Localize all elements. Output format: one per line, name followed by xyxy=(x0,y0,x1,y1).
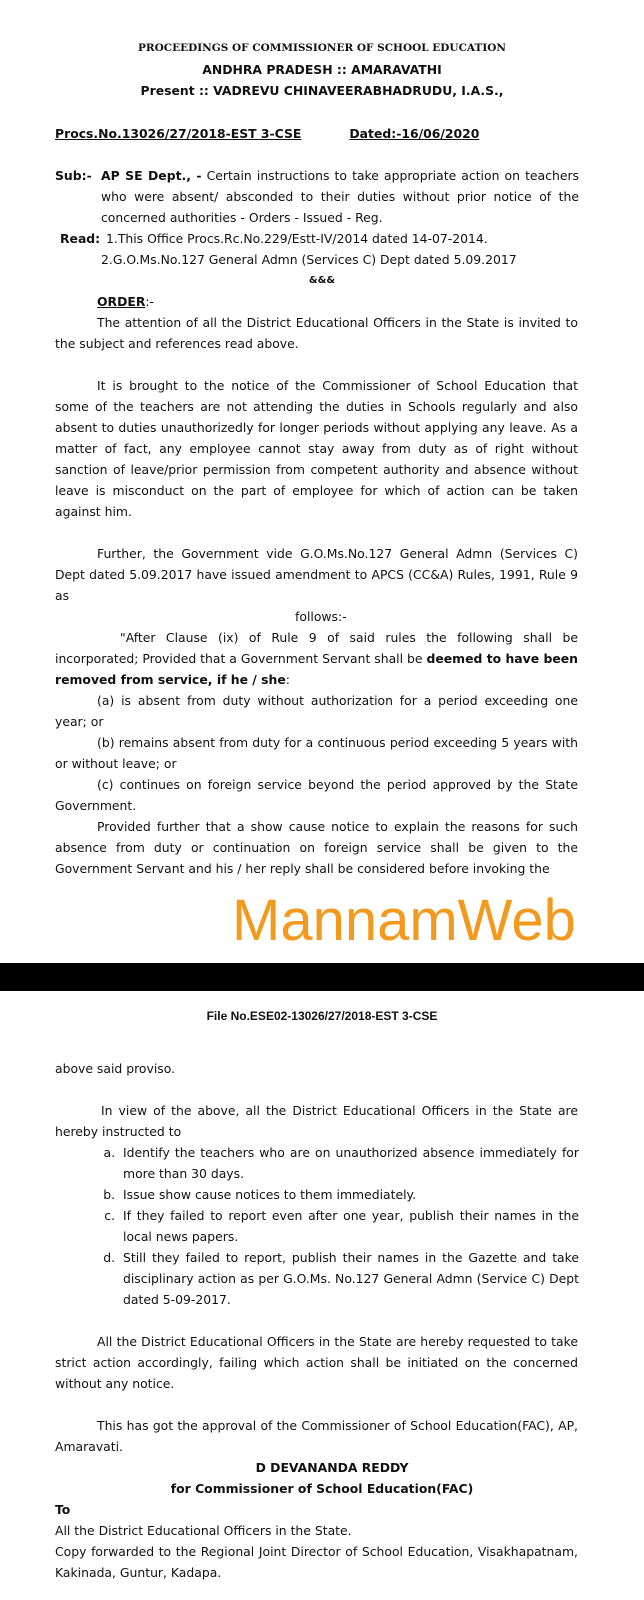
header-line1: PROCEEDINGS OF COMMISSIONER OF SCHOOL EDUCATION xyxy=(138,42,506,54)
order-heading xyxy=(97,291,644,312)
order-suffix: :- xyxy=(145,294,155,309)
rule-quote-bold: deemed to have been removed from service, if he / she xyxy=(55,651,578,687)
order-para5: Provided further that a show cause notice to explain the reasons for such absence from duty or continuation on foreign service shall be given to the Government Servant and his / her reply shall be considered before invoking the xyxy=(55,819,578,876)
procs-number: Procs.No.13026/27/2018-EST 3-CSE xyxy=(55,126,302,141)
instruction-intro: In view of the above, all the District Educational Officers in the State are hereby instructed to xyxy=(55,1103,578,1139)
read-ref1: 1.This Office Procs.Rc.No.229/Estt-IV/2014 dated 14-07-2014. xyxy=(106,231,488,246)
read-separator: &&& xyxy=(308,275,336,286)
references-body xyxy=(101,228,576,270)
clause-a: (a) is absent from duty without authorization for a period exceeding one year; or xyxy=(55,693,578,729)
sub-text1: Certain instructions to take appropriate action on teachers xyxy=(206,168,579,183)
procs-date: Dated:-16/06/2020 xyxy=(349,126,480,141)
instruction-item: b. Issue show cause notices to them immediately. xyxy=(119,1184,579,1205)
clause-b: (b) remains absent from duty for a continuous period exceeding 5 years with or without leave; or xyxy=(55,735,578,771)
approval-para: This has got the approval of the Commissioner of School Education(FAC), AP, Amaravati. xyxy=(55,1418,578,1454)
copy-forwarded: Copy forwarded to the Regional Joint Director of School Education, Visakhapatnam, Kakinada, Guntur, Kadapa. xyxy=(55,1544,578,1580)
directive-para: All the District Educational Officers in the State are hereby requested to take strict action accordingly, failing which action shall be initiated on the concerned without any notice. xyxy=(55,1334,578,1391)
order-heading-text: ORDER xyxy=(97,294,146,309)
sub-dept: AP SE Dept., - xyxy=(101,168,202,183)
page-two xyxy=(0,991,644,1593)
order-para1: The attention of all the District Educational Officers in the State is invited to the subject and references read above. xyxy=(55,315,578,351)
watermark: MannamWeb xyxy=(232,888,576,953)
instruction-item: d. Still they failed to report, publish their names in the Gazette and take disciplinary action as per G.O.Ms. No.127 General Admn (Service C) Dept dated 5-09-2017. xyxy=(119,1247,579,1310)
sub-text3: concerned authorities - Orders - Issued - Reg. xyxy=(101,210,383,225)
order-para2: It is brought to the notice of the Commissioner of School Education that some of the teachers are not attending the duties in Schools regularly and also absent to duties unauthorizedly for longer periods without applying any leave. As a matter of fact, any employee cannot stay away from duty as of right without sanction of leave/prior permission from competent authority and absence without leave is misconduct on the part of employee for which of action can be taken against him. xyxy=(55,378,578,519)
references xyxy=(60,228,644,270)
instruction-item: a. Identify the teachers who are on unauthorized absence immediately for more than 30 days. xyxy=(119,1142,579,1184)
order-follows: follows:- xyxy=(295,609,347,624)
signatory-title: for Commissioner of School Education(FAC) xyxy=(170,1481,474,1496)
order-para3: Further, the Government vide G.O.Ms.No.127 General Admn (Services C) Dept dated 5.09.2017 have issued amendment to APCS (CC&A) Rules, 1991, Rule 9 as xyxy=(55,546,578,603)
procs-line xyxy=(55,123,644,144)
signatory-name: D DEVANANDA REDDY xyxy=(255,1460,409,1475)
read-ref2: 2.G.O.Ms.No.127 General Admn (Services C) Dept dated 5.09.2017 xyxy=(101,252,517,267)
rule-quote xyxy=(55,627,578,690)
clause-c: (c) continues on foreign service beyond the period approved by the State Government. xyxy=(55,777,578,813)
file-number: File No.ESE02-13026/27/2018-EST 3-CSE xyxy=(206,1009,438,1023)
read-label: Read: xyxy=(60,231,101,246)
subject xyxy=(55,165,644,228)
header-present: Present :: VADREVU CHINAVEERABHADRUDU, I.A.S., xyxy=(140,83,504,98)
to-label: To xyxy=(55,1502,71,1517)
header-line2: ANDHRA PRADESH :: AMARAVATHI xyxy=(202,62,442,77)
rule-quote-colon: : xyxy=(285,672,290,687)
subject-body xyxy=(101,165,579,228)
instruction-item: c. If they failed to report even after one year, publish their names in the local news papers. xyxy=(119,1205,579,1247)
page-break-bar xyxy=(0,963,644,991)
rule-quote-text: "After Clause (ix) of Rule 9 of said rules the following shall be incorporated; Provided that a Government Servant shall be xyxy=(55,630,578,666)
sub-label: Sub:- xyxy=(55,168,92,183)
instruction-list xyxy=(101,1142,579,1310)
recipients: All the District Educational Officers in the State. xyxy=(55,1523,352,1538)
continued-text: above said proviso. xyxy=(55,1061,176,1076)
sub-text2: who were absent/ absconded to their duties without prior notice of the xyxy=(101,189,579,204)
